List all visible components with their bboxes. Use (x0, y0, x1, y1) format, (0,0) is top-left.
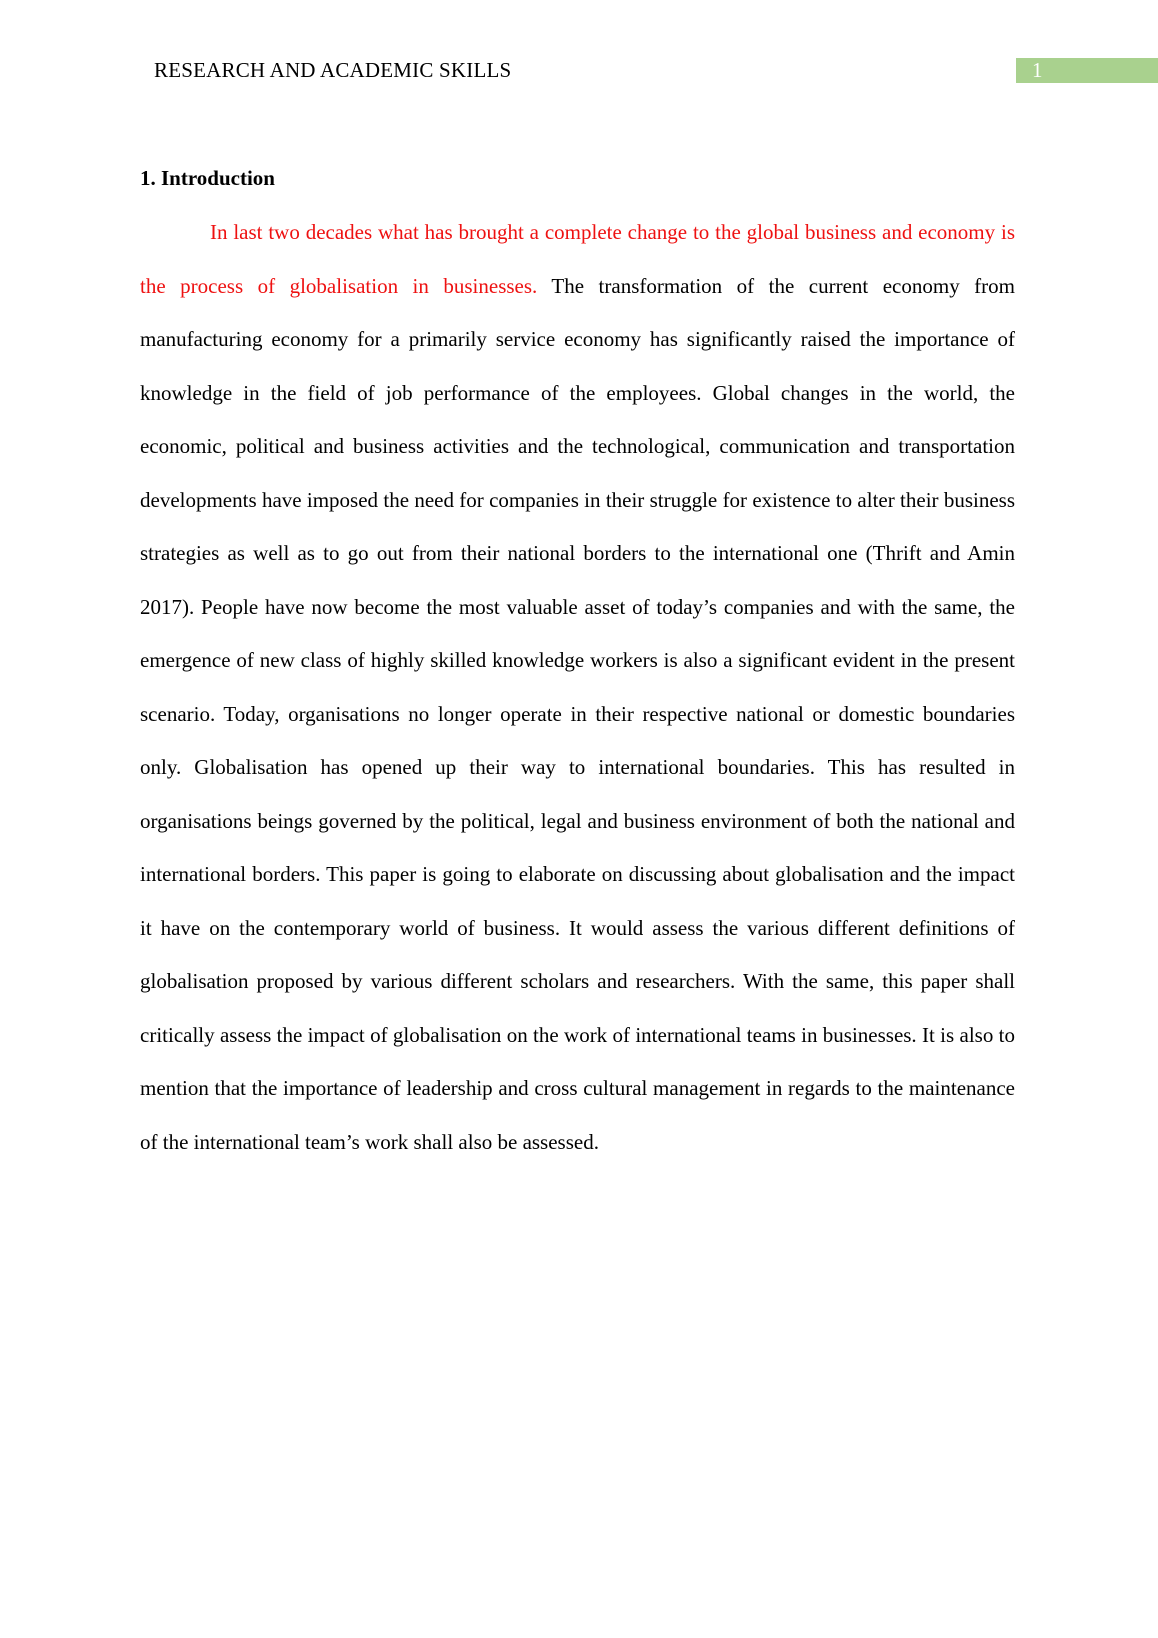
paragraph-text: The transformation of the current economy from manufacturing economy for a primarily service economy has significantly raised the importance of knowledge in the field of job performance of the employees. Global changes in the world, the economic, political and business activities and the technological, communication and transportation developments have imposed the need for companies in their struggle for existence to alter their business strategies as well as to go out from their national borders to the international one (Thrift and Amin 2017). People have now become the most valuable asset of today’s companies and with the same, the emergence of new class of highly skilled knowledge workers is also a significant evident in the present scenario. Today, organisations no longer operate in their respective national or domestic boundaries only. Globalisation has opened up their way to international boundaries. This has resulted in organisations beings governed by the political, legal and business environment of both the national and international borders. This paper is going to elaborate on discussing about globalisation and the impact it have on the contemporary world of business. It would assess the various different definitions of globalisation proposed by various different scholars and researchers. With the same, this paper shall critically assess the impact of globalisation on the work of international teams in businesses. It is also to mention that the importance of leadership and cross cultural management in regards to the maintenance of the international team’s work shall also be assessed. (140, 273, 1015, 1154)
page-number-box (1016, 58, 1158, 83)
body-paragraph (140, 206, 1015, 1169)
highlighted-sentence: In last two decades what has brought a complete change to the global business and economy is the process of globalisation in businesses. (140, 220, 1015, 298)
document-body (140, 160, 1015, 1169)
running-head: RESEARCH AND ACADEMIC SKILLS (154, 58, 512, 82)
section-heading: 1. Introduction (140, 166, 275, 190)
page-number: 1 (1032, 58, 1043, 82)
